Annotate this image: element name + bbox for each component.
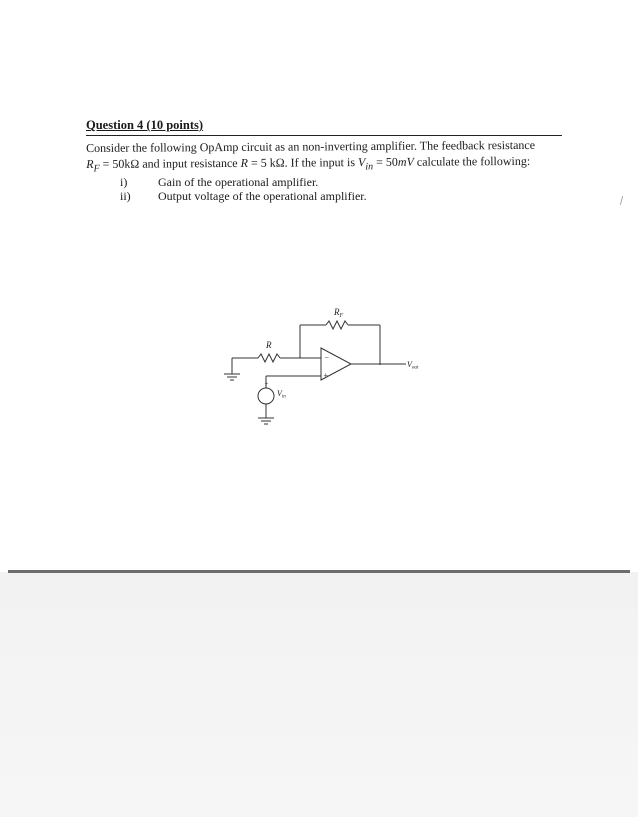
rf-subscript: F xyxy=(93,163,100,175)
noninverting-sign: + xyxy=(323,371,329,380)
r-label: R xyxy=(266,340,272,350)
question-heading: Question 4 (10 points) xyxy=(86,118,204,132)
tail-text: calculate the following: xyxy=(413,153,531,169)
question-text xyxy=(86,137,564,178)
opamp-circuit-diagram xyxy=(200,300,450,440)
margin-pen-mark xyxy=(620,196,623,205)
voltage-source xyxy=(258,388,274,404)
source-plus-sign: + xyxy=(264,380,269,388)
resistor-rf xyxy=(326,321,348,329)
list-item-text: Gain of the operational amplifier. xyxy=(158,175,319,189)
vin-label: Vin xyxy=(277,389,286,400)
vin-value: = 50 xyxy=(373,154,398,169)
rf-label: $R_F$ xyxy=(334,307,344,319)
vout-label: Vout xyxy=(407,360,419,371)
vin-subscript: in xyxy=(365,161,374,173)
mid-text: and input resistance xyxy=(139,155,241,171)
list-item-text: Output voltage of the operational amplifier. xyxy=(158,189,367,203)
list-item-number: ii) xyxy=(120,189,131,203)
rf-value: = 50kΩ xyxy=(99,156,140,171)
if-text: . If the input is xyxy=(284,155,359,170)
heading-rule xyxy=(86,118,562,136)
r-value: = 5 kΩ xyxy=(247,155,285,170)
resistor-r xyxy=(258,354,280,362)
r-symbol: R xyxy=(240,155,249,170)
scan-shadow-area xyxy=(0,572,638,817)
vin-unit: mV xyxy=(397,154,414,169)
intro-line-1: Consider the following OpAmp circuit as an non-inverting amplifier. The feedback resistance xyxy=(86,137,536,155)
scan-edge-line xyxy=(8,570,630,573)
rf-symbol: R xyxy=(86,156,94,171)
inverting-sign: − xyxy=(324,353,330,362)
list-item-number: i) xyxy=(120,175,128,189)
vin-symbol: V xyxy=(357,155,366,170)
